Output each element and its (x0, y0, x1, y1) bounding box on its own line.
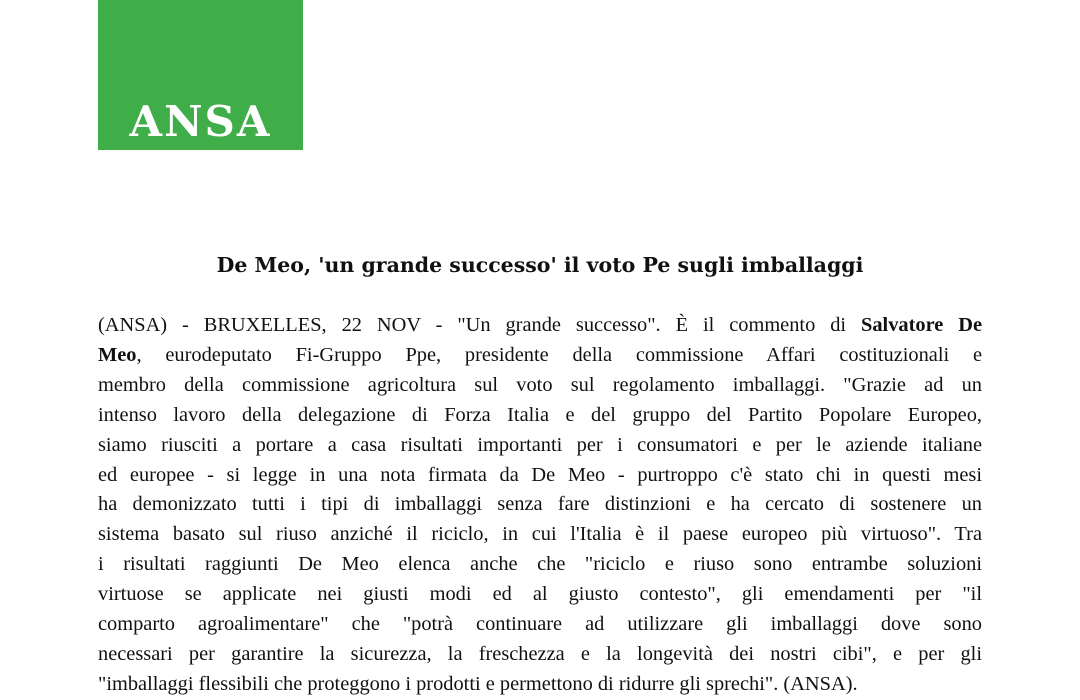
bold-name: Meo (98, 343, 137, 366)
paragraph-line (98, 550, 982, 580)
paragraph-line (98, 401, 982, 431)
ansa-logo (98, 0, 303, 150)
article-title: De Meo, 'un grande successo' il voto Pe sugli imballaggi (216, 253, 864, 277)
line-text: , eurodeputato Fi-Gruppo Ppe, presidente della commissione Affari costituzionali e (136, 343, 982, 366)
paragraph-line (98, 490, 982, 520)
line-text: ed europee - si legge in una nota firmata da De Meo - purtroppo c'è stato chi in questi mesi (98, 463, 982, 486)
paragraph-line (98, 520, 982, 550)
logo-text: ANSA (129, 97, 272, 146)
line-text: virtuose se applicate nei giusti modi ed al giusto contesto", gli emendamenti per "il (98, 583, 982, 606)
line-text: comparto agroalimentare" che "potrà continuare ad utilizzare gli imballaggi dove sono (98, 613, 982, 636)
line-text: "imballaggi flessibili che proteggono i prodotti e permettono di ridurre gli sprechi". (ANSA). (98, 672, 858, 695)
paragraph-line (98, 341, 982, 371)
line-text: sistema basato sul riuso anziché il riciclo, in cui l'Italia è il paese europeo più virtuoso". Tra (98, 523, 982, 546)
paragraph-line (98, 311, 982, 341)
line-text: (ANSA) - BRUXELLES, 22 NOV - "Un grande successo". È il commento di (98, 314, 861, 336)
line-text: ha demonizzato tutti i tipi di imballaggi senza fare distinzioni e ha cercato di sostenere un (98, 493, 982, 516)
line-text: necessari per garantire la sicurezza, la freschezza e la longevità dei nostri cibi", e per gli (98, 642, 982, 665)
paragraph-line (98, 431, 982, 461)
bold-name: Salvatore De (861, 314, 983, 336)
paragraph-line (98, 640, 982, 670)
line-text: intenso lavoro della delegazione di Forza Italia e del gruppo del Partito Popolare Europeo, (98, 403, 982, 426)
line-text: i risultati raggiunti De Meo elenca anche che "riciclo e riuso sono entrambe soluzioni (98, 553, 982, 576)
paragraph-line (98, 610, 982, 640)
paragraph-line (98, 461, 982, 491)
paragraph-line (98, 670, 982, 700)
line-text: membro della commissione agricoltura sul voto sul regolamento imballaggi. "Grazie ad un (98, 373, 982, 396)
paragraph-line (98, 371, 982, 401)
line-text: siamo riusciti a portare a casa risultati importanti per i consumatori e per le aziende italiane (98, 433, 982, 456)
article-body (98, 311, 982, 700)
paragraph-line (98, 580, 982, 610)
